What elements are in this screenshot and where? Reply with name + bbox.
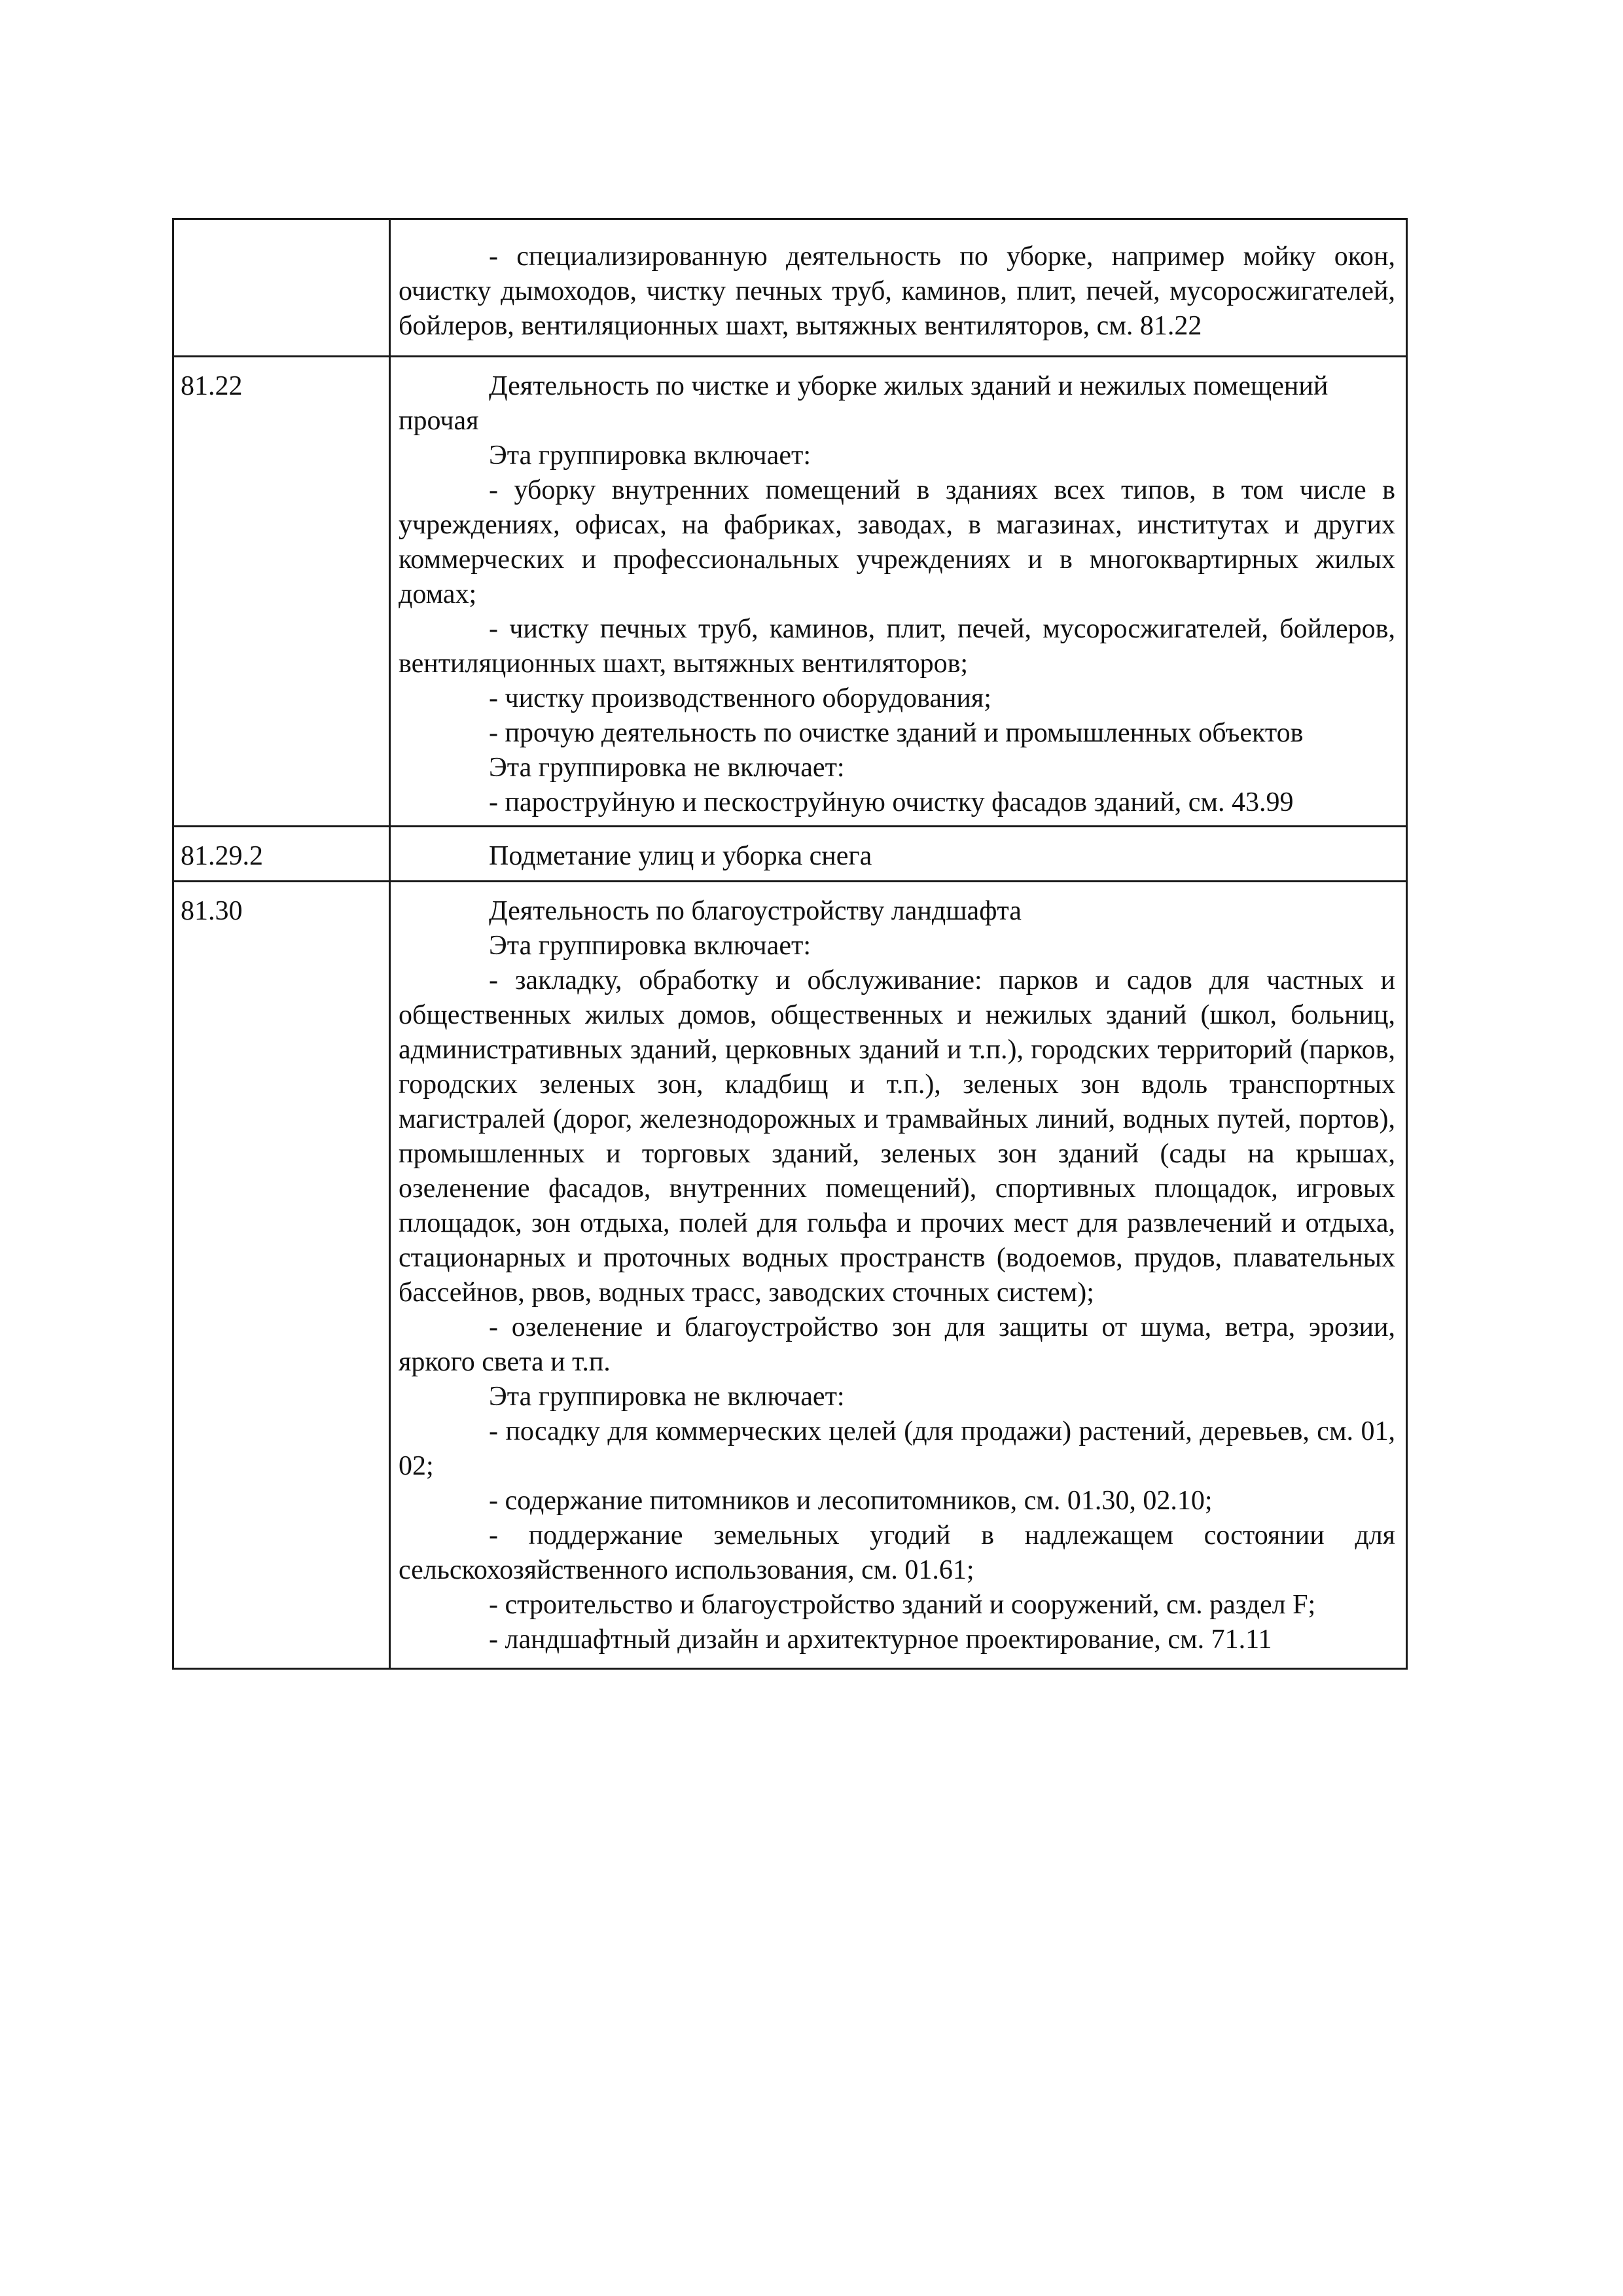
description-line: - строительство и благоустройство зданий и сооружений, см. раздел F; xyxy=(489,1590,1316,1620)
section-heading: Деятельность по чистке и уборке жилых зданий и нежилых помещений прочая xyxy=(399,371,1329,436)
code-cell: 81.29.2 xyxy=(173,827,390,882)
description-line: - озеленение и благоустройство зон для защиты от шума, ветра, эрозии, яркого света и т.п. xyxy=(399,1312,1395,1377)
description-line: - посадку для коммерческих целей (для продажи) растений, деревьев, см. 01, 02; xyxy=(399,1416,1395,1481)
table-row xyxy=(173,357,1407,827)
table-row xyxy=(173,219,1407,357)
table-row xyxy=(173,882,1407,1669)
description-line: - пароструйную и пескоструйную очистку фасадов зданий, см. 43.99 xyxy=(489,787,1294,817)
classification-table xyxy=(172,218,1408,1670)
description-line: - ландшафтный дизайн и архитектурное проектирование, см. 71.11 xyxy=(489,1624,1272,1655)
code-cell: 81.30 xyxy=(173,882,390,1669)
description-cell xyxy=(390,357,1407,827)
description-line: Эта группировка включает: xyxy=(489,931,811,961)
description-cell xyxy=(390,882,1407,1669)
description-cell xyxy=(390,219,1407,357)
code-cell xyxy=(173,219,390,357)
description-line: - поддержание земельных угодий в надлежащем состоянии для сельскохозяйственного использования, см. 01.61; xyxy=(399,1520,1395,1585)
description-line: - прочую деятельность по очистке зданий и промышленных объектов xyxy=(489,718,1304,748)
description-line: - чистку печных труб, каминов, плит, печей, мусоросжигателей, бойлеров, вентиляционных шахт, вытяжных вентиляторов; xyxy=(399,614,1395,679)
description-cell xyxy=(390,827,1407,882)
description-line: Эта группировка включает: xyxy=(489,440,811,471)
description-line: - закладку, обработку и обслуживание: парков и садов для частных и общественных жилых домов, общественных и нежилых зданий (школ, больниц, административных зданий, церковных зданий и т.п.), городских территорий (парков, городских зеленых зон, кладбищ и т.п.), зеленых зон вдоль транспортных магистралей (дорог, железнодорожных и трамвайных линий, водных путей, портов), промышленных и торговых зданий, зеленых зон зданий (сады на крышах, озеленение фасадов, внутренних помещений), спортивных площадок, игровых площадок, зон отдыха, полей для гольфа и прочих мест для развлечений и отдыха, стационарных и проточных водных пространств (водоемов, прудов, плавательных бассейнов, рвов, водных трасс, заводских сточных систем); xyxy=(399,965,1395,1308)
description-line: - специализированную деятельность по уборке, например мойку окон, очистку дымоходов, чистку печных труб, каминов, плит, печей, мусоросжигателей, бойлеров, вентиляционных шахт, вытяжных вентиляторов, см. 81.22 xyxy=(399,242,1395,341)
table-row xyxy=(173,827,1407,882)
description-line: - чистку производственного оборудования; xyxy=(489,683,991,713)
description-line: - уборку внутренних помещений в зданиях всех типов, в том числе в учреждениях, офисах, на фабриках, заводах, в магазинах, институтах и других коммерческих и профессиональных учреждениях и в многоквартирных жилых домах; xyxy=(399,475,1395,609)
description-line: Эта группировка не включает: xyxy=(489,1382,845,1412)
description-line: Эта группировка не включает: xyxy=(489,753,845,783)
section-heading: Подметание улиц и уборка снега xyxy=(489,841,872,871)
section-heading: Деятельность по благоустройству ландшафта xyxy=(489,896,1022,926)
description-line: - содержание питомников и лесопитомников, см. 01.30, 02.10; xyxy=(489,1486,1213,1516)
code-cell: 81.22 xyxy=(173,357,390,827)
